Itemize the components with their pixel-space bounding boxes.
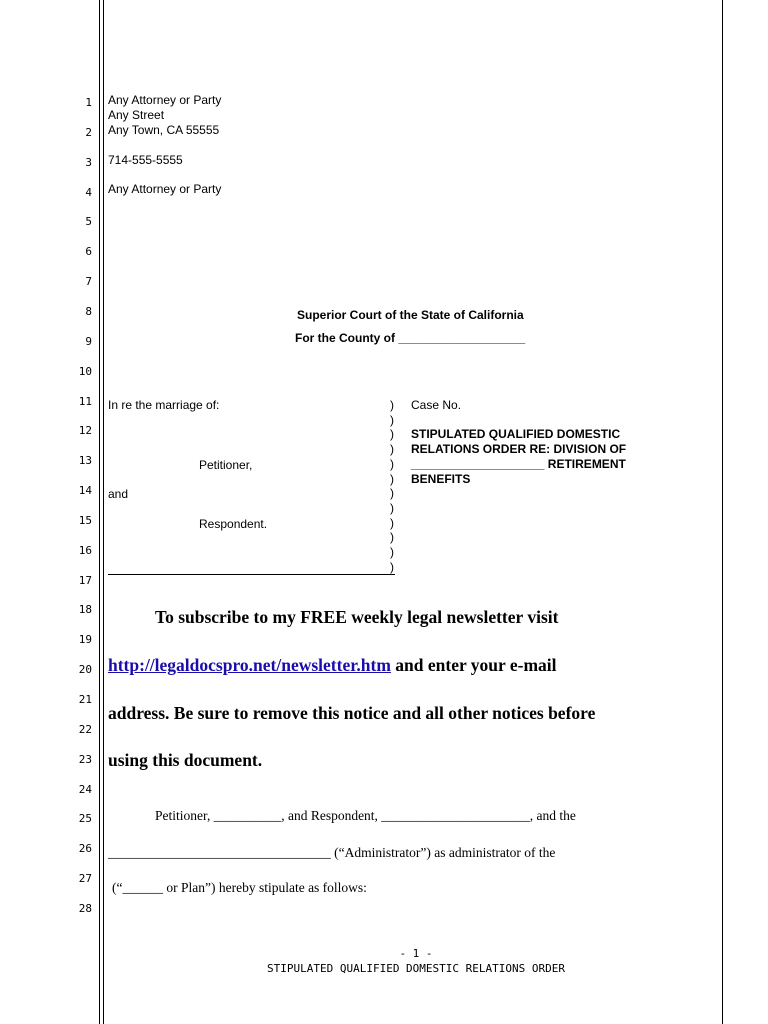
line-number: 7 bbox=[85, 275, 92, 289]
case-number-label: Case No. bbox=[411, 398, 462, 412]
caption-in-re: In re the marriage of: bbox=[108, 398, 220, 412]
notice-line-2 bbox=[108, 655, 557, 675]
document-title-line-4: BENEFITS bbox=[411, 472, 471, 486]
line-number: 17 bbox=[78, 573, 92, 587]
line-number: 5 bbox=[85, 215, 92, 229]
line-number: 25 bbox=[78, 812, 92, 826]
line-number: 16 bbox=[78, 543, 92, 557]
caption-paren: ) bbox=[390, 442, 394, 457]
left-margin-rule-inner bbox=[103, 0, 104, 1024]
line-number: 19 bbox=[78, 633, 92, 647]
line-number: 1 bbox=[85, 96, 92, 109]
notice-line-2-rest: and enter your e-mail bbox=[390, 655, 557, 675]
line-number: 18 bbox=[78, 603, 92, 617]
notice-line-4: using this document. bbox=[108, 750, 263, 770]
attorney-city: Any Town, CA 55555 bbox=[108, 123, 220, 137]
document-title-line-1: STIPULATED QUALIFIED DOMESTIC bbox=[411, 427, 621, 441]
caption-paren: ) bbox=[390, 456, 394, 471]
line-number: 22 bbox=[78, 722, 92, 736]
court-name: Superior Court of the State of California bbox=[297, 308, 524, 322]
caption-paren: ) bbox=[390, 500, 394, 515]
caption-paren: ) bbox=[390, 530, 394, 545]
line-number: 23 bbox=[78, 752, 92, 766]
right-margin-rule bbox=[722, 0, 723, 1024]
body-line-2: _________________________________ (“Administrator”) as administrator of the bbox=[108, 845, 556, 860]
line-number: 26 bbox=[78, 842, 92, 856]
notice-line-3: address. Be sure to remove this notice and all other notices before bbox=[108, 703, 596, 723]
line-number: 6 bbox=[85, 245, 92, 259]
caption-and: and bbox=[108, 487, 129, 501]
attorney-phone: 714-555-5555 bbox=[108, 153, 183, 167]
line-number: 10 bbox=[78, 364, 92, 378]
line-number: 20 bbox=[78, 663, 92, 677]
caption-paren: ) bbox=[390, 427, 394, 442]
caption-respondent: Respondent. bbox=[199, 517, 268, 531]
line-number: 24 bbox=[78, 782, 92, 796]
caption-bottom-rule bbox=[108, 574, 395, 575]
line-number: 9 bbox=[85, 334, 92, 348]
line-number: 15 bbox=[78, 513, 92, 527]
line-number: 14 bbox=[78, 484, 92, 498]
line-number: 2 bbox=[85, 125, 92, 139]
line-number: 13 bbox=[78, 454, 92, 468]
footer-title: STIPULATED QUALIFIED DOMESTIC RELATIONS ORDER bbox=[266, 962, 565, 975]
line-number: 11 bbox=[78, 394, 92, 408]
caption-paren: ) bbox=[390, 545, 394, 560]
caption-petitioner: Petitioner, bbox=[199, 458, 253, 472]
caption-paren: ) bbox=[390, 412, 394, 427]
attorney-street: Any Street bbox=[108, 108, 165, 122]
line-number: 12 bbox=[78, 424, 92, 438]
body-line-3: (“______ or Plan”) hereby stipulate as follows: bbox=[112, 880, 367, 895]
attorney-name: Any Attorney or Party bbox=[108, 93, 222, 107]
attorney-for: Any Attorney or Party bbox=[108, 182, 222, 196]
body-line-1: Petitioner, __________, and Respondent, ______________________, and the bbox=[155, 808, 576, 823]
caption-paren: ) bbox=[390, 515, 394, 530]
line-number: 21 bbox=[78, 693, 92, 706]
caption-paren: ) bbox=[390, 559, 394, 574]
line-number: 4 bbox=[85, 185, 92, 199]
line-number: 27 bbox=[78, 872, 92, 886]
notice-line-1: To subscribe to my FREE weekly legal newsletter visit bbox=[155, 607, 559, 627]
line-number: 3 bbox=[85, 155, 92, 169]
left-margin-rule-outer bbox=[99, 0, 100, 1024]
caption-paren: ) bbox=[390, 398, 394, 412]
caption-paren: ) bbox=[390, 471, 394, 486]
newsletter-link[interactable]: http://legaldocspro.net/newsletter.htm bbox=[108, 655, 391, 675]
court-county: For the County of ___________________ bbox=[295, 331, 526, 345]
caption-paren: ) bbox=[390, 486, 394, 501]
line-number: 28 bbox=[78, 901, 92, 915]
document-title-line-3: ____________________ RETIREMENT bbox=[411, 457, 626, 471]
page-number: - 1 - bbox=[399, 947, 433, 960]
document-title-line-2: RELATIONS ORDER RE: DIVISION OF bbox=[411, 442, 627, 456]
caption-paren-column bbox=[390, 398, 404, 574]
line-number: 8 bbox=[85, 304, 92, 318]
